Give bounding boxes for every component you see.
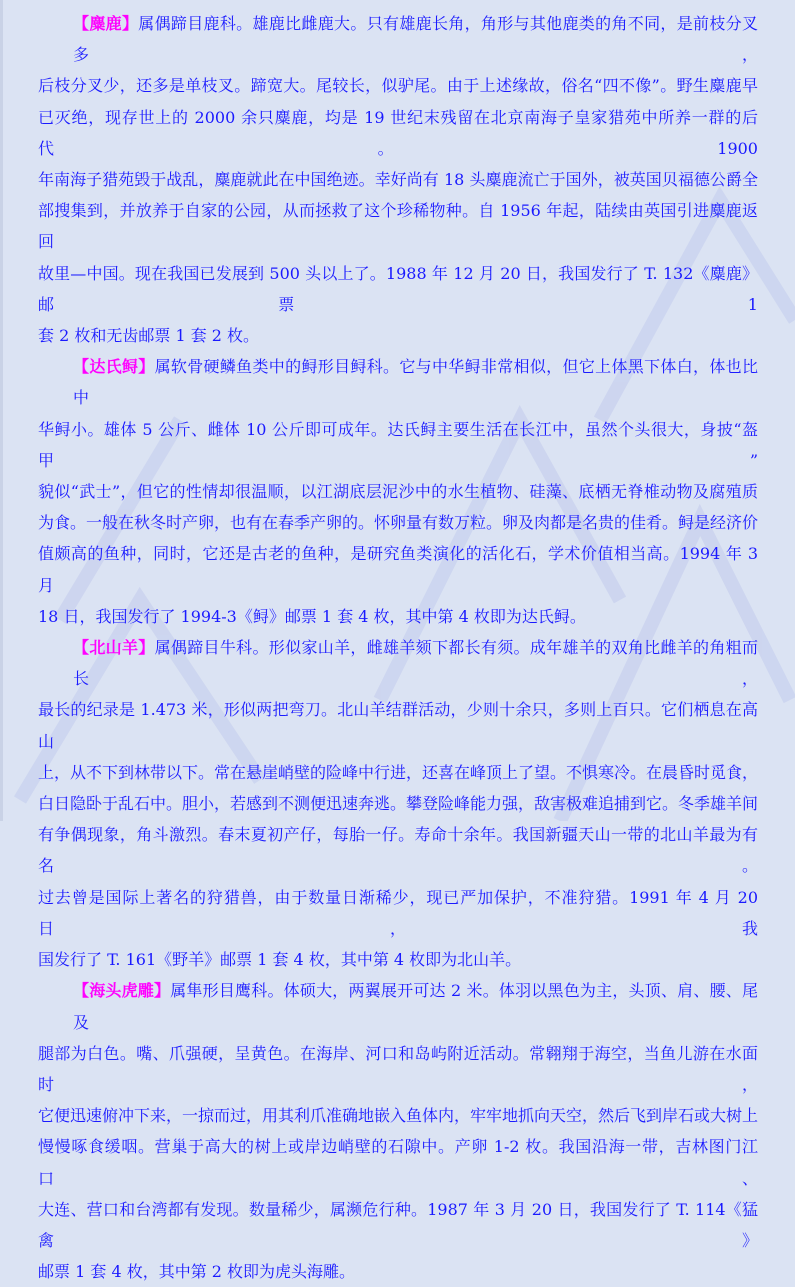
line-text: 后枝分叉少，还多是单枝叉。蹄宽大。尾较长，似驴尾。由于上述缘故，俗名“四不像”。野生麋鹿早 [38, 76, 758, 96]
line-text: 18 日，我国发行了 1994-3《鲟》邮票 1 套 4 枚，其中第 4 枚即为达氏鲟。 [38, 606, 586, 626]
line-text: 上，从不下到林带以下。常在悬崖峭壁的险峰中行进，还喜在峰顶上了望。不惧寒冷。在晨昏时觅食， [38, 762, 759, 782]
text-line [38, 788, 758, 819]
species-label: 【达氏鲟】 [73, 357, 155, 377]
line-text: 值颇高的鱼种，同时，它还是古老的鱼种，是研究鱼类演化的活化石，学术价值相当高。1994 年 3 月 [38, 544, 758, 595]
line-text: 有争偶现象，角斗激烈。春末夏初产仔，每胎一仔。寿命十余年。我国新疆天山一带的北山羊最为有名。 [38, 825, 758, 876]
line-text: 故里—中国。现在我国已发展到 500 头以上了。1988 年 12 月 20 日，我国发行了 T. 132《麋鹿》邮票 1 [38, 263, 758, 314]
text-line [38, 70, 758, 101]
text-line [38, 975, 758, 1037]
text-line [38, 195, 758, 257]
line-text: 白日隐卧于乱石中。胆小，若感到不测便迅速奔逃。攀登险峰能力强，敌害极难追捕到它。冬季雄羊间 [38, 794, 759, 814]
line-text: 邮票 1 套 4 枚，其中第 2 枚即为虎头海雕。 [38, 1262, 356, 1282]
line-text: 最长的纪录是 1.473 米，形似两把弯刀。北山羊结群活动，少则十余只，多则上百只。它们栖息在高山 [38, 700, 758, 751]
text-line [38, 694, 758, 756]
text-line [38, 102, 758, 164]
line-text: 属软骨硬鳞鱼类中的鲟形目鲟科。它与中华鲟非常相似，但它上体黑下体白，体也比中 [73, 357, 758, 408]
line-text: 属偶蹄目鹿科。雄鹿比雌鹿大。只有雄鹿长角，角形与其他鹿类的角不同，是前枝分叉多， [73, 14, 758, 65]
text-line [38, 507, 758, 538]
text-line [38, 944, 758, 975]
line-text: 已灭绝，现存世上的 2000 余只麋鹿，均是 19 世纪末残留在北京南海子皇家猎苑中所养一群的后代。1900 [38, 107, 758, 158]
text-line [38, 414, 758, 476]
paragraph [38, 975, 758, 1287]
line-text: 年南海子猎苑毁于战乱，麋鹿就此在中国绝迹。幸好尚有 18 头麋鹿流亡于国外，被英国贝福德公爵全 [38, 170, 758, 190]
line-text: 大连、营口和台湾都有发现。数量稀少，属濒危行种。1987 年 3 月 20 日，我国发行了 T. 114《猛禽》 [38, 1199, 758, 1250]
paragraph [38, 351, 758, 632]
text-line [38, 258, 758, 320]
page-edge [0, 0, 3, 821]
line-text: 腿部为白色。嘴、爪强硬，呈黄色。在海岸、河口和岛屿附近活动。常翱翔于海空，当鱼儿游在水面时， [38, 1043, 758, 1094]
text-line [38, 632, 758, 694]
line-text: 国发行了 T. 161《野羊》邮票 1 套 4 枚，其中第 4 枚即为北山羊。 [38, 950, 522, 970]
species-label: 【海头虎雕】 [73, 981, 171, 1001]
text-line [38, 8, 758, 70]
text-line [38, 320, 758, 351]
text-line [38, 1256, 758, 1287]
line-text: 属偶蹄目牛科。形似家山羊，雌雄羊颏下都长有须。成年雄羊的双角比雌羊的角粗而长， [73, 638, 758, 689]
text-line [38, 1038, 758, 1100]
species-label: 【北山羊】 [73, 638, 155, 658]
text-line [38, 164, 758, 195]
text-line [38, 601, 758, 632]
line-text: 为食。一般在秋冬时产卵，也有在春季产卵的。怀卵量有数万粒。卵及肉都是名贵的佳肴。鲟是经济价 [38, 513, 759, 533]
text-line [38, 538, 758, 600]
line-text: 过去曾是国际上著名的狩猎兽，由于数量日渐稀少，现已严加保护，不准狩猎。1991 年 4 月 20 日，我 [38, 887, 758, 938]
text-line [38, 882, 758, 944]
line-text: 套 2 枚和无齿邮票 1 套 2 枚。 [38, 326, 260, 346]
text-line [38, 757, 758, 788]
text-line [38, 1100, 758, 1131]
line-text: 属隼形目鹰科。体硕大，两翼展开可达 2 米。体羽以黑色为主，头顶、肩、腰、尾及 [73, 981, 758, 1032]
text-line [38, 1194, 758, 1256]
text-line [38, 1131, 758, 1193]
species-label: 【麋鹿】 [73, 14, 139, 33]
text-line [38, 351, 758, 413]
paragraph [38, 632, 758, 975]
line-text: 部搜集到，并放养于自家的公园，从而拯救了这个珍稀物种。自 1956 年起，陆续由英国引进麋鹿返回 [38, 201, 758, 252]
document-body [38, 8, 758, 1287]
line-text: 貌似“武士”，但它的性情却很温顺，以江湖底层泥沙中的水生植物、硅藻、底栖无脊椎动物及腐殖质 [38, 482, 758, 502]
line-text: 慢慢啄食缓咽。营巢于高大的树上或岸边峭壁的石隙中。产卵 1-2 枚。我国沿海一带，吉林图门江口、 [38, 1137, 758, 1188]
paragraph [38, 8, 758, 351]
text-line [38, 819, 758, 881]
line-text: 华鲟小。雄体 5 公斤、雌体 10 公斤即可成年。达氏鲟主要生活在长江中，虽然个头很大，身披“盔甲” [38, 419, 758, 470]
line-text: 它便迅速俯冲下来，一掠而过，用其利爪准确地嵌入鱼体内，牢牢地抓向天空，然后飞到岸石或大树上 [38, 1106, 759, 1126]
text-line [38, 476, 758, 507]
